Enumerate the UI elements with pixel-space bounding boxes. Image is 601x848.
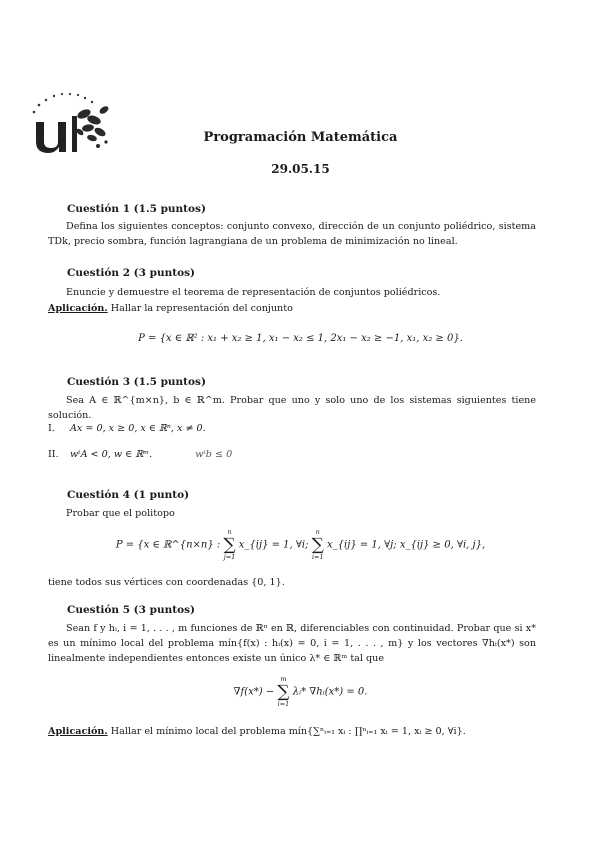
sum-symbol-1 xyxy=(223,528,235,562)
formula-term-1: x_{ij} = 1, ∀i; xyxy=(238,539,309,551)
sum-1-lower: j=1 xyxy=(223,553,236,561)
sigma-icon: ∑ xyxy=(311,535,324,555)
sum-symbol-2 xyxy=(312,528,324,562)
formula-term-2: x_{ij} = 1, ∀j; x_{ij} ≥ 0, ∀i, j}, xyxy=(327,539,486,551)
sum-upper: m xyxy=(280,675,287,683)
question-5-text: Sean f y hᵢ, i = 1, . . . , m funciones de ℝⁿ en ℝ, diferenciables con continuidad. Probar que si x* es un mínimo local del problema mín{f(x) : hᵢ(x) = 0, i = 1, . . . , m} y los vectores ∇hᵢ(x*) son linealmente independientes entonces existe un único λ* ∈ ℝᵐ tal que xyxy=(48,623,536,664)
sum-symbol xyxy=(277,675,289,709)
question-3-heading: Cuestión 3 (1.5 puntos) xyxy=(67,376,206,388)
item-2-extra: wᵗb ≤ 0 xyxy=(195,449,233,460)
question-3-text: Sea A ∈ ℝ^{m×n}, b ∈ ℝ^m. Probar que uno y solo uno de los sistemas siguientes tiene solución. xyxy=(48,395,536,421)
question-4-conclusion: tiene todos sus vértices con coordenadas {0, 1}. xyxy=(48,577,285,588)
item-1-label: I. xyxy=(48,423,55,434)
application-label: Aplicación. xyxy=(48,726,108,737)
sum-2-upper: n xyxy=(315,528,320,536)
application-label: Aplicación. xyxy=(48,303,108,314)
university-logo xyxy=(22,86,132,158)
sigma-icon: ∑ xyxy=(277,682,290,702)
question-4-heading: Cuestión 4 (1 punto) xyxy=(67,489,190,501)
question-3-item-2 xyxy=(48,449,232,460)
formula-left: ∇f(x*) − xyxy=(233,686,275,698)
formula-left: P = {x ∈ ℝ^{n×n} : xyxy=(115,539,221,551)
question-2-heading: Cuestión 2 (3 puntos) xyxy=(67,267,195,279)
formula-right: λᵢ* ∇hᵢ(x*) = 0. xyxy=(292,686,368,698)
question-1-text: Defina los siguientes conceptos: conjunto convexo, dirección de un conjunto poliédrico, sistema TDk, precio sombra, función lagrangiana de un problema de minimización no lineal. xyxy=(48,221,536,247)
question-5-formula xyxy=(0,675,601,709)
question-5-application xyxy=(48,724,536,739)
sigma-icon: ∑ xyxy=(223,535,236,555)
question-3-item-1 xyxy=(48,423,206,434)
exam-date: 29.05.15 xyxy=(271,162,330,176)
sum-2-lower: i=1 xyxy=(311,553,324,561)
application-text: Hallar el mínimo local del problema mín{∑ⁿᵢ₌₁ xᵢ : ∏ⁿᵢ₌₁ xᵢ = 1, xᵢ ≥ 0, ∀i}. xyxy=(107,726,466,737)
question-2-text: Enuncie y demuestre el teorema de representación de conjuntos poliédricos. xyxy=(66,287,441,298)
question-2-formula: P = {x ∈ ℝ² : x₁ + x₂ ≥ 1, x₁ − x₂ ≤ 1, 2x₁ − x₂ ≥ −1, x₁, x₂ ≥ 0}. xyxy=(138,333,463,344)
question-2-application xyxy=(48,301,536,316)
exam-title: Programación Matemática xyxy=(203,130,398,145)
university-logo-icon xyxy=(22,86,132,158)
question-4-formula xyxy=(0,528,601,562)
sum-1-upper: n xyxy=(227,528,232,536)
question-4-text: Probar que el politopo xyxy=(66,508,175,519)
item-2-label: II. xyxy=(48,449,59,460)
sum-lower: i=1 xyxy=(277,700,290,708)
application-text: Hallar la representación del conjunto xyxy=(107,303,293,314)
question-5-heading: Cuestión 5 (3 puntos) xyxy=(67,604,195,616)
question-1-heading: Cuestión 1 (1.5 puntos) xyxy=(67,203,206,215)
item-2-system: wᵗA < 0, w ∈ ℝᵐ. xyxy=(70,449,153,460)
item-1-system: Ax = 0, x ≥ 0, x ∈ ℝⁿ, x ≠ 0. xyxy=(70,423,206,434)
